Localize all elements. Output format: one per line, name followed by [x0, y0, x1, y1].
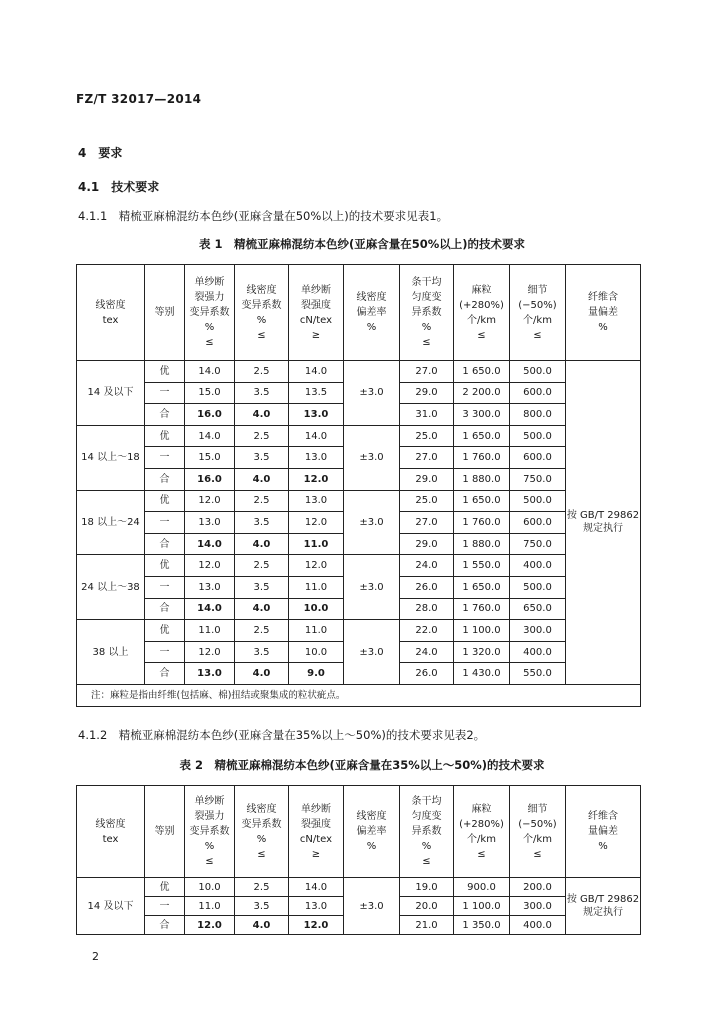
header-neps-line: ≤: [477, 848, 486, 860]
density-deviation-cell: ±3.0: [344, 878, 400, 935]
cv-strength-cell: 11.0: [185, 620, 235, 642]
header-thin-line: (−50%): [518, 299, 557, 311]
grade-cell: 一: [145, 382, 185, 404]
grade-cell: 优: [145, 490, 185, 512]
grade-cell: 优: [145, 878, 185, 897]
standard-number: FZ/T 32017—2014: [76, 92, 202, 106]
header-cv-strength-line: 单纱断: [194, 796, 225, 807]
header-thin-line: (−50%): [518, 818, 557, 830]
thin-places-cell: 400.0: [510, 916, 566, 935]
header-cv-density-line: ≤: [257, 848, 266, 860]
grade-cell: 合: [145, 916, 185, 935]
header-cv-strength-line: 变异系数: [189, 307, 230, 318]
note-row: [77, 684, 641, 706]
cv-density-cell: 2.5: [235, 490, 289, 512]
header-grade: [145, 786, 185, 878]
evenness-cell: 27.0: [400, 512, 454, 534]
neps-cell: 1 650.0: [454, 576, 510, 598]
header-cv-evenness-line: 条干均: [411, 277, 442, 288]
grade-cell: 一: [145, 512, 185, 534]
header-cv-strength-line: %: [204, 322, 215, 333]
cv-density-cell: 3.5: [235, 641, 289, 663]
thin-places-cell: 500.0: [510, 576, 566, 598]
header-neps: [454, 786, 510, 878]
fiber-rule-line: 按 GB/T 29862: [566, 894, 640, 905]
evenness-cell: 21.0: [400, 916, 454, 935]
header-cv-evenness: [400, 786, 454, 878]
cv-strength-cell: 14.0: [185, 425, 235, 447]
header-fiber-dev: [566, 265, 641, 361]
header-row: [77, 786, 641, 878]
header-fiber-dev-line: 量偏差: [588, 307, 618, 318]
neps-cell: 1 650.0: [454, 361, 510, 383]
neps-cell: 1 760.0: [454, 447, 510, 469]
header-cv-density-line: 线密度: [246, 803, 277, 815]
header-cv-strength-line: ≤: [205, 337, 214, 348]
header-cv-density-line: 变异系数: [241, 818, 282, 830]
thin-places-cell: 500.0: [510, 361, 566, 383]
cv-strength-cell: 13.0: [185, 663, 235, 685]
header-tenacity-line: cN/tex: [299, 833, 333, 845]
table-note: 注：麻粒是指由纤维(包括麻、棉)扭结或聚集成的粒状疵点。: [77, 684, 641, 706]
table-1: [76, 264, 641, 707]
clause-4-1-1: 4.1.1 精梳亚麻棉混纺本色纱(亚麻含量在50%以上)的技术要求见表1。: [78, 209, 449, 223]
density-deviation-cell: ±3.0: [344, 361, 400, 426]
header-density-line: 线密度: [95, 299, 126, 311]
grade-cell: 一: [145, 897, 185, 916]
header-cv-strength-line: ≤: [205, 856, 214, 867]
density-group-label: 14 及以下: [77, 361, 145, 426]
tenacity-cell: 12.0: [289, 512, 344, 534]
thin-places-cell: 300.0: [510, 897, 566, 916]
table-row: [77, 620, 641, 642]
density-deviation-cell: ±3.0: [344, 555, 400, 620]
header-density-dev-line: %: [366, 322, 377, 333]
header-tenacity-line: 单纱断: [301, 284, 331, 296]
header-density-dev-line: 偏差率: [356, 307, 387, 318]
tenacity-cell: 13.0: [289, 404, 344, 426]
header-cv-density-line: 变异系数: [241, 299, 282, 311]
header-cv-evenness-line: 异系数: [411, 826, 442, 837]
header-thin-line: ≤: [533, 848, 542, 860]
cv-strength-cell: 16.0: [185, 468, 235, 490]
cv-density-cell: 2.5: [235, 425, 289, 447]
tenacity-cell: 14.0: [289, 425, 344, 447]
header-neps-line: (+280%): [459, 818, 504, 830]
cv-density-cell: 3.5: [235, 447, 289, 469]
header-cv-evenness-line: %: [421, 841, 432, 852]
header-fiber-dev-line: 纤维含: [588, 811, 618, 822]
header-cv-strength-line: %: [204, 841, 215, 852]
evenness-cell: 25.0: [400, 425, 454, 447]
cv-strength-cell: 14.0: [185, 533, 235, 555]
cv-strength-cell: 13.0: [185, 512, 235, 534]
evenness-cell: 27.0: [400, 361, 454, 383]
header-density-dev-line: 偏差率: [356, 826, 387, 837]
evenness-cell: 24.0: [400, 641, 454, 663]
header-density-dev-line: %: [366, 841, 377, 852]
cv-strength-cell: 15.0: [185, 382, 235, 404]
cv-strength-cell: 12.0: [185, 641, 235, 663]
neps-cell: 1 100.0: [454, 620, 510, 642]
neps-cell: 900.0: [454, 878, 510, 897]
header-cv-strength-line: 裂强力: [194, 292, 225, 303]
tenacity-cell: 13.0: [289, 897, 344, 916]
cv-density-cell: 4.0: [235, 404, 289, 426]
header-cv-evenness-line: 条干均: [411, 796, 442, 807]
header-tenacity-line: ≥: [311, 329, 321, 341]
evenness-cell: 31.0: [400, 404, 454, 426]
cv-density-cell: 4.0: [235, 916, 289, 935]
header-density-dev: [344, 265, 400, 361]
grade-cell: 一: [145, 641, 185, 663]
cv-strength-cell: 13.0: [185, 576, 235, 598]
neps-cell: 1 880.0: [454, 468, 510, 490]
tenacity-cell: 9.0: [289, 663, 344, 685]
evenness-cell: 29.0: [400, 533, 454, 555]
header-fiber-dev: [566, 786, 641, 878]
thin-places-cell: 400.0: [510, 555, 566, 577]
header-density-dev-line: 线密度: [356, 811, 387, 822]
thin-places-cell: 650.0: [510, 598, 566, 620]
header-cv-density: [235, 265, 289, 361]
header-thin-line: 个/km: [523, 314, 552, 326]
header-density: [77, 786, 145, 878]
tenacity-cell: 14.0: [289, 878, 344, 897]
fiber-rule-line: 规定执行: [583, 907, 623, 918]
tenacity-cell: 11.0: [289, 576, 344, 598]
cv-density-cell: 4.0: [235, 663, 289, 685]
neps-cell: 1 760.0: [454, 598, 510, 620]
thin-places-cell: 200.0: [510, 878, 566, 897]
header-fiber-dev-line: 量偏差: [588, 826, 618, 837]
tenacity-cell: 13.0: [289, 490, 344, 512]
header-cv-density-line: %: [256, 833, 267, 845]
cv-density-cell: 3.5: [235, 512, 289, 534]
neps-cell: 1 760.0: [454, 512, 510, 534]
header-cv-density-line: %: [256, 314, 267, 326]
header-cv-strength-line: 裂强力: [194, 811, 225, 822]
grade-cell: 合: [145, 404, 185, 426]
header-tenacity-line: 裂强度: [301, 299, 331, 311]
evenness-cell: 26.0: [400, 663, 454, 685]
cv-density-cell: 3.5: [235, 382, 289, 404]
header-cv-evenness: [400, 265, 454, 361]
neps-cell: 1 350.0: [454, 916, 510, 935]
grade-cell: 一: [145, 576, 185, 598]
section-4-title: 4 要求: [78, 146, 123, 160]
cv-strength-cell: 12.0: [185, 555, 235, 577]
fiber-rule-line: 按 GB/T 29862: [566, 510, 640, 522]
grade-cell: 优: [145, 361, 185, 383]
header-grade-line: 等别: [154, 826, 175, 837]
cv-density-cell: 3.5: [235, 576, 289, 598]
evenness-cell: 20.0: [400, 897, 454, 916]
evenness-cell: 29.0: [400, 382, 454, 404]
fiber-deviation-cell: [566, 878, 641, 935]
density-deviation-cell: ±3.0: [344, 425, 400, 490]
thin-places-cell: 500.0: [510, 490, 566, 512]
header-neps-line: 麻粒: [471, 803, 492, 815]
header-cv-strength-line: 单纱断: [194, 277, 225, 288]
header-density-line: tex: [102, 314, 119, 326]
thin-places-cell: 500.0: [510, 425, 566, 447]
cv-density-cell: 4.0: [235, 468, 289, 490]
thin-places-cell: 750.0: [510, 468, 566, 490]
header-cv-density: [235, 786, 289, 878]
cv-strength-cell: 12.0: [185, 916, 235, 935]
thin-places-cell: 550.0: [510, 663, 566, 685]
header-tenacity-line: cN/tex: [299, 314, 333, 326]
header-tenacity: [289, 786, 344, 878]
header-neps-line: 麻粒: [471, 284, 492, 296]
table-1-caption: 表 1 精梳亚麻棉混纺本色纱(亚麻含量在50%以上)的技术要求: [198, 237, 526, 251]
neps-cell: 1 650.0: [454, 490, 510, 512]
table-2-caption: 表 2 精梳亚麻棉混纺本色纱(亚麻含量在35%以上～50%)的技术要求: [179, 758, 545, 772]
density-deviation-cell: ±3.0: [344, 490, 400, 555]
header-tenacity-line: ≥: [311, 848, 321, 860]
neps-cell: 1 100.0: [454, 897, 510, 916]
neps-cell: 1 320.0: [454, 641, 510, 663]
evenness-cell: 25.0: [400, 490, 454, 512]
evenness-cell: 26.0: [400, 576, 454, 598]
thin-places-cell: 600.0: [510, 447, 566, 469]
thin-places-cell: 600.0: [510, 512, 566, 534]
header-density-line: tex: [102, 833, 119, 845]
header-density: [77, 265, 145, 361]
cv-strength-cell: 14.0: [185, 361, 235, 383]
fiber-rule-line: 规定执行: [583, 523, 623, 535]
header-cv-evenness-line: ≤: [422, 856, 431, 867]
header-cv-evenness-line: %: [421, 322, 432, 333]
cv-strength-cell: 14.0: [185, 598, 235, 620]
evenness-cell: 29.0: [400, 468, 454, 490]
thin-places-cell: 400.0: [510, 641, 566, 663]
header-thin-line: 细节: [527, 803, 548, 815]
tenacity-cell: 13.5: [289, 382, 344, 404]
thin-places-cell: 300.0: [510, 620, 566, 642]
header-thin-line: 个/km: [523, 833, 552, 845]
header-neps-line: 个/km: [467, 833, 496, 845]
header-grade: [145, 265, 185, 361]
tenacity-cell: 12.0: [289, 555, 344, 577]
header-cv-evenness-line: 异系数: [411, 307, 442, 318]
neps-cell: 3 300.0: [454, 404, 510, 426]
header-cv-density-line: ≤: [257, 329, 266, 341]
header-cv-density-line: 线密度: [246, 284, 277, 296]
neps-cell: 1 430.0: [454, 663, 510, 685]
header-cv-evenness-line: 匀度变: [411, 292, 442, 303]
header-thin: [510, 265, 566, 361]
grade-cell: 优: [145, 620, 185, 642]
cv-density-cell: 2.5: [235, 620, 289, 642]
neps-cell: 2 200.0: [454, 382, 510, 404]
cv-strength-cell: 11.0: [185, 897, 235, 916]
thin-places-cell: 750.0: [510, 533, 566, 555]
header-density-dev: [344, 786, 400, 878]
header-thin: [510, 786, 566, 878]
cv-strength-cell: 16.0: [185, 404, 235, 426]
table-row: [77, 555, 641, 577]
header-cv-strength: [185, 265, 235, 361]
neps-cell: 1 650.0: [454, 425, 510, 447]
header-density-line: 线密度: [95, 818, 126, 830]
header-cv-evenness-line: ≤: [422, 337, 431, 348]
table-row: [77, 878, 641, 897]
tenacity-cell: 10.0: [289, 641, 344, 663]
tenacity-cell: 12.0: [289, 468, 344, 490]
header-cv-evenness-line: 匀度变: [411, 811, 442, 822]
header-density-dev-line: 线密度: [356, 292, 387, 303]
header-fiber-dev-line: %: [598, 322, 608, 333]
grade-cell: 优: [145, 425, 185, 447]
clause-4-1-2: 4.1.2 精梳亚麻棉混纺本色纱(亚麻含量在35%以上～50%)的技术要求见表2。: [78, 728, 486, 742]
density-deviation-cell: ±3.0: [344, 620, 400, 685]
tenacity-cell: 12.0: [289, 916, 344, 935]
cv-density-cell: 4.0: [235, 533, 289, 555]
header-tenacity: [289, 265, 344, 361]
fiber-deviation-cell: [566, 361, 641, 685]
cv-density-cell: 2.5: [235, 361, 289, 383]
header-cv-strength: [185, 786, 235, 878]
header-fiber-dev-line: 纤维含: [588, 292, 618, 303]
table-row: [77, 425, 641, 447]
density-group-label: 14 及以下: [77, 878, 145, 935]
thin-places-cell: 800.0: [510, 404, 566, 426]
cv-density-cell: 3.5: [235, 897, 289, 916]
grade-cell: 合: [145, 598, 185, 620]
grade-cell: 一: [145, 447, 185, 469]
header-fiber-dev-line: %: [598, 841, 608, 852]
header-neps-line: ≤: [477, 329, 486, 341]
density-group-label: 14 以上～18: [77, 425, 145, 490]
header-thin-line: ≤: [533, 329, 542, 341]
evenness-cell: 19.0: [400, 878, 454, 897]
page-number: 2: [92, 950, 99, 963]
cv-strength-cell: 15.0: [185, 447, 235, 469]
evenness-cell: 22.0: [400, 620, 454, 642]
table-row: [77, 361, 641, 383]
header-neps: [454, 265, 510, 361]
table-row: [77, 490, 641, 512]
tenacity-cell: 10.0: [289, 598, 344, 620]
thin-places-cell: 600.0: [510, 382, 566, 404]
grade-cell: 合: [145, 533, 185, 555]
tenacity-cell: 14.0: [289, 361, 344, 383]
cv-density-cell: 4.0: [235, 598, 289, 620]
cv-strength-cell: 12.0: [185, 490, 235, 512]
tenacity-cell: 11.0: [289, 533, 344, 555]
header-tenacity-line: 裂强度: [301, 818, 331, 830]
header-row: [77, 265, 641, 361]
evenness-cell: 24.0: [400, 555, 454, 577]
header-neps-line: (+280%): [459, 299, 504, 311]
table-2: [76, 785, 641, 935]
tenacity-cell: 13.0: [289, 447, 344, 469]
tenacity-cell: 11.0: [289, 620, 344, 642]
grade-cell: 优: [145, 555, 185, 577]
grade-cell: 合: [145, 663, 185, 685]
header-thin-line: 细节: [527, 284, 548, 296]
density-group-label: 38 以上: [77, 620, 145, 685]
cv-strength-cell: 10.0: [185, 878, 235, 897]
section-4-1-title: 4.1 技术要求: [78, 180, 160, 194]
density-group-label: 24 以上～38: [77, 555, 145, 620]
cv-density-cell: 2.5: [235, 878, 289, 897]
neps-cell: 1 880.0: [454, 533, 510, 555]
header-tenacity-line: 单纱断: [301, 803, 331, 815]
density-group-label: 18 以上～24: [77, 490, 145, 555]
header-cv-strength-line: 变异系数: [189, 826, 230, 837]
neps-cell: 1 550.0: [454, 555, 510, 577]
evenness-cell: 27.0: [400, 447, 454, 469]
grade-cell: 合: [145, 468, 185, 490]
evenness-cell: 28.0: [400, 598, 454, 620]
cv-density-cell: 2.5: [235, 555, 289, 577]
header-grade-line: 等别: [154, 307, 175, 318]
header-neps-line: 个/km: [467, 314, 496, 326]
